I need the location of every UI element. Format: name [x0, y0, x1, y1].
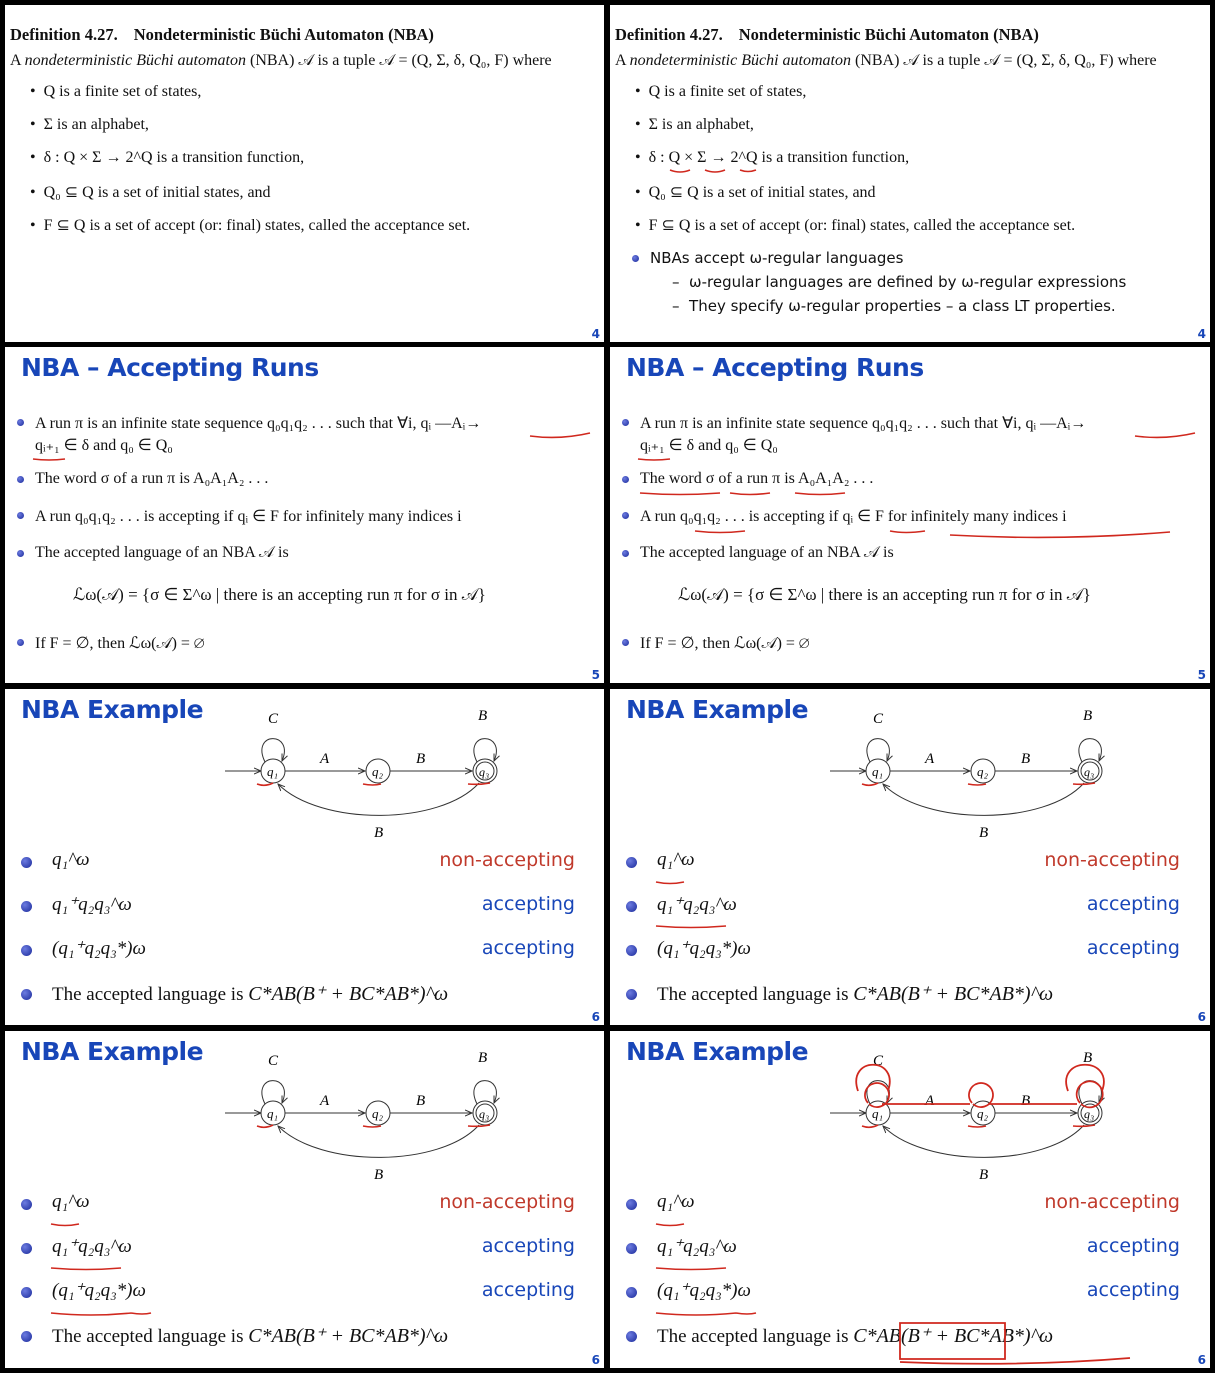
status-label: accepting [481, 1279, 575, 1301]
edge-q3-q1 [278, 783, 479, 815]
list-item: • Q is a finite set of states, [635, 83, 1075, 116]
page-number: 4 [1197, 327, 1206, 341]
example-list [626, 1191, 1186, 1367]
runs-list [17, 413, 481, 562]
example-list [21, 849, 581, 1025]
bullet-icon [17, 476, 24, 483]
list-item: The word σ of a run π is A₀A₁A₂ . . . [622, 470, 1086, 488]
bullet-icon [622, 639, 629, 646]
list-item: • Q is a finite set of states, [30, 83, 470, 116]
accepted-language-formula: ℒω(𝒜) = {σ ∈ Σ^ω | there is an accepting run π for σ in 𝒜} [678, 585, 1091, 604]
bullet-icon [21, 857, 32, 868]
runs-list [622, 413, 1086, 562]
status-label: accepting [481, 937, 575, 959]
run-expression: q₁⁺q₂q₃^ω [657, 1236, 737, 1257]
language-expression: C*AB(B⁺ + BC*AB*)^ω [248, 1325, 449, 1347]
slide-accepting-runs-right [610, 347, 1210, 683]
status-label: non-accepting [439, 849, 575, 871]
page-number: 6 [591, 1353, 600, 1367]
run-expression: q₁⁺q₂q₃^ω [657, 894, 737, 915]
bullet-icon [17, 639, 24, 646]
edge-label: A [320, 1093, 330, 1109]
list-item: The word σ of a run π is A₀A₁A₂ . . . [17, 470, 481, 488]
bullet-icon [626, 1199, 637, 1210]
bullet-icon [622, 512, 629, 519]
run-expression: q₁⁺q₂q₃^ω [52, 1236, 132, 1257]
language-prefix: The accepted language is [52, 984, 244, 1005]
language-prefix: The accepted language is [657, 1326, 849, 1347]
list-item: • Σ is an alphabet, [30, 116, 470, 149]
loop-q1 [867, 739, 889, 762]
edge-q3-q1 [883, 783, 1084, 815]
example-row [21, 981, 581, 1025]
bullet-icon [21, 945, 32, 956]
definition-intro: A nondeterministic Büchi automaton (NBA) 𝒜 is a tuple 𝒜 = (Q, Σ, δ, Q₀, F) where [615, 52, 1157, 69]
slide-accepting-runs-left [5, 347, 604, 683]
status-label: accepting [1086, 937, 1180, 959]
page-number: 5 [591, 668, 600, 682]
list-item-continuation: qᵢ₊₁ ∈ δ and q₀ ∈ Q₀ [35, 437, 173, 454]
status-label: accepting [1086, 893, 1180, 915]
sub-item: – They specify ω-regular properties – a class LT properties. [672, 297, 1116, 315]
definition-list [635, 83, 1075, 248]
example-row [21, 893, 581, 937]
list-item: • Q₀ ⊆ Q is a set of initial states, and [635, 182, 1075, 215]
list-item: A run π is an infinite state sequence q₀q₁q₂ . . . such that ∀i, qᵢ —Aᵢ→ [622, 413, 1086, 433]
automaton-diagram [210, 701, 510, 851]
example-row [626, 981, 1186, 1025]
slide-definition-left [5, 5, 604, 342]
list-item: A run q₀q₁q₂ . . . is accepting if qᵢ ∈ F for infinitely many indices i [622, 506, 1086, 526]
bullet-icon [622, 476, 629, 483]
runs-list-last [622, 633, 810, 653]
slide-title: NBA Example [626, 695, 809, 724]
edge-label: B [478, 1050, 488, 1066]
edge-label: B [1083, 708, 1093, 724]
list-item-continuation: qᵢ₊₁ ∈ δ and q₀ ∈ Q₀ [640, 437, 778, 454]
list-item: The accepted language of an NBA 𝒜 is [17, 544, 481, 562]
page-number: 6 [1197, 1353, 1206, 1367]
bullet-icon [622, 419, 629, 426]
edge-label: A [925, 751, 935, 767]
run-expression: (q₁⁺q₂q₃*)ω [52, 1280, 146, 1301]
edge-label: C [873, 711, 884, 727]
list-item: • δ : Q × Σ → 2^Q is a transition function, [635, 149, 1075, 182]
run-expression: q₁^ω [52, 1191, 90, 1212]
bullet-icon [632, 255, 639, 262]
slide-example-4 [610, 1031, 1210, 1368]
state-label: q₁ [872, 764, 884, 779]
slide-title: NBA Example [626, 1037, 809, 1066]
state-label: q₂ [372, 1106, 384, 1121]
run-expression: q₁^ω [52, 849, 90, 870]
run-expression: q₁^ω [657, 1191, 695, 1212]
state-label: q₁ [267, 764, 279, 779]
list-item: A run q₀q₁q₂ . . . is accepting if qᵢ ∈ F for infinitely many indices i [17, 506, 481, 526]
automaton-diagram [210, 1043, 510, 1193]
loop-q3 [1079, 739, 1101, 762]
example-row [626, 1323, 1186, 1367]
state-label: q₂ [977, 764, 989, 779]
run-expression: q₁^ω [657, 849, 695, 870]
edge-label: B [979, 825, 989, 841]
loop-q1 [262, 1081, 284, 1104]
list-item: If F = ∅, then ℒω(𝒜) = ∅ [622, 633, 810, 653]
slide-example-2 [610, 689, 1210, 1025]
list-item: If F = ∅, then ℒω(𝒜) = ∅ [17, 633, 205, 653]
edge-q3-q1 [883, 1125, 1084, 1157]
bullet-icon [626, 901, 637, 912]
edge-label: B [1083, 1050, 1093, 1066]
bullet-icon [626, 1287, 637, 1298]
runs-list-last [17, 633, 205, 653]
state-label: q₃ [1084, 1107, 1095, 1121]
bullet-icon [17, 512, 24, 519]
bullet-icon [21, 901, 32, 912]
slide-title: NBA – Accepting Runs [21, 353, 319, 382]
example-row [626, 893, 1186, 937]
example-row [21, 1191, 581, 1235]
list-item: • Q₀ ⊆ Q is a set of initial states, and [30, 182, 470, 215]
edge-label: C [268, 1053, 279, 1069]
state-label: q₁ [267, 1106, 279, 1121]
page-number: 4 [591, 327, 600, 341]
bullet-icon [17, 550, 24, 557]
run-expression: (q₁⁺q₂q₃*)ω [657, 938, 751, 959]
status-label: non-accepting [1044, 849, 1180, 871]
status-label: accepting [1086, 1235, 1180, 1257]
bullet-icon [622, 550, 629, 557]
edge-label: B [979, 1167, 989, 1183]
sub-list [632, 273, 1126, 315]
status-label: accepting [481, 893, 575, 915]
loop-q3 [474, 1081, 496, 1104]
nba-extra-list [632, 249, 1126, 315]
list-item: NBAs accept ω-regular languages [632, 249, 1126, 267]
edge-label: C [873, 1053, 884, 1069]
language-prefix: The accepted language is [657, 984, 849, 1005]
edge-label: B [1021, 751, 1031, 767]
bullet-icon [21, 1199, 32, 1210]
definition-title: Definition 4.27. Nondeterministic Büchi Automaton (NBA) [615, 25, 1039, 44]
sub-item: – ω-regular languages are defined by ω-regular expressions [672, 273, 1127, 291]
automaton-diagram [815, 701, 1115, 851]
page-number: 6 [591, 1010, 600, 1024]
list-item: • δ : Q × Σ → 2^Q is a transition function, [30, 149, 470, 182]
bullet-icon [21, 1243, 32, 1254]
bullet-icon [626, 1331, 637, 1342]
edge-label: B [1021, 1093, 1031, 1109]
slide-title: NBA Example [21, 695, 204, 724]
page-number: 6 [1197, 1010, 1206, 1024]
example-row [626, 937, 1186, 981]
automaton-diagram [815, 1043, 1115, 1193]
state-label: q₁ [872, 1106, 884, 1121]
bullet-icon [626, 1243, 637, 1254]
language-expression: C*AB(B⁺ + BC*AB*)^ω [248, 983, 449, 1005]
slide-example-3 [5, 1031, 604, 1368]
example-list [21, 1191, 581, 1367]
bullet-icon [626, 857, 637, 868]
loop-q3 [1079, 1081, 1101, 1104]
list-item: The accepted language of an NBA 𝒜 is [622, 544, 1086, 562]
example-row [626, 1235, 1186, 1279]
language-expression: C*AB(B⁺ + BC*AB*)^ω [853, 983, 1054, 1005]
edge-label: B [416, 751, 426, 767]
example-row [21, 1323, 581, 1367]
list-item: A run π is an infinite state sequence q₀q₁q₂ . . . such that ∀i, qᵢ —Aᵢ→ [17, 413, 481, 433]
edge-label: B [416, 1093, 426, 1109]
language-prefix: The accepted language is [52, 1326, 244, 1347]
run-expression: (q₁⁺q₂q₃*)ω [52, 938, 146, 959]
accepted-language-formula: ℒω(𝒜) = {σ ∈ Σ^ω | there is an accepting run π for σ in 𝒜} [73, 585, 486, 604]
run-expression: (q₁⁺q₂q₃*)ω [657, 1280, 751, 1301]
status-label: non-accepting [1044, 1191, 1180, 1213]
loop-q1 [262, 739, 284, 762]
state-label: q₂ [977, 1106, 989, 1121]
status-label: accepting [481, 1235, 575, 1257]
bullet-icon [21, 989, 32, 1000]
run-expression: q₁⁺q₂q₃^ω [52, 894, 132, 915]
bullet-icon [21, 1287, 32, 1298]
edge-label: A [320, 751, 330, 767]
bullet-icon [626, 945, 637, 956]
status-label: accepting [1086, 1279, 1180, 1301]
edge-q3-q1 [278, 1125, 479, 1157]
example-row [21, 1235, 581, 1279]
bullet-icon [21, 1331, 32, 1342]
example-row [626, 1191, 1186, 1235]
example-row [21, 1279, 581, 1323]
slide-example-1 [5, 689, 604, 1025]
state-label: q₂ [372, 764, 384, 779]
slide-title: NBA Example [21, 1037, 204, 1066]
edge-label: C [268, 711, 279, 727]
definition-list [30, 83, 470, 248]
example-list [626, 849, 1186, 1025]
edge-label: B [374, 1167, 384, 1183]
example-row [626, 1279, 1186, 1323]
list-item: • F ⊆ Q is a set of accept (or: final) states, called the acceptance set. [635, 215, 1075, 248]
definition-title: Definition 4.27. Nondeterministic Büchi Automaton (NBA) [10, 25, 434, 44]
example-row [21, 849, 581, 893]
list-item: • Σ is an alphabet, [635, 116, 1075, 149]
slide-title: NBA – Accepting Runs [626, 353, 924, 382]
definition-intro: A nondeterministic Büchi automaton (NBA) 𝒜 is a tuple 𝒜 = (Q, Σ, δ, Q₀, F) where [10, 52, 552, 69]
edge-label: B [374, 825, 384, 841]
page-number: 5 [1197, 668, 1206, 682]
slide-definition-right [610, 5, 1210, 342]
state-label: q₃ [1084, 765, 1095, 779]
bullet-icon [17, 419, 24, 426]
example-row [626, 849, 1186, 893]
example-row [21, 937, 581, 981]
list-item: • F ⊆ Q is a set of accept (or: final) states, called the acceptance set. [30, 215, 470, 248]
language-expression: C*AB(B⁺ + BC*AB*)^ω [853, 1325, 1054, 1347]
state-label: q₃ [479, 765, 490, 779]
edge-label: B [478, 708, 488, 724]
state-label: q₃ [479, 1107, 490, 1121]
edge-label: A [925, 1093, 935, 1109]
bullet-icon [626, 989, 637, 1000]
status-label: non-accepting [439, 1191, 575, 1213]
loop-q1 [867, 1081, 889, 1104]
loop-q3 [474, 739, 496, 762]
